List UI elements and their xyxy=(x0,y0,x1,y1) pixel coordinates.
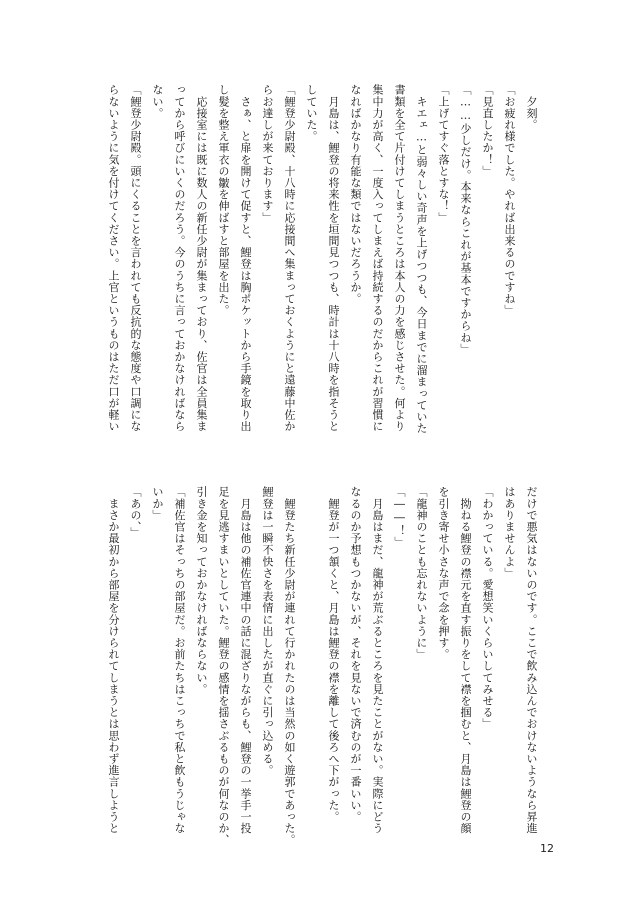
text-column: 足を見逃すまいとしていた。鯉登の感情を揺さぶるものが何なのか、 xyxy=(217,486,230,846)
text-column: 「……少しだけ。本来ならこれが基本ですからね」 xyxy=(459,84,472,355)
text-column: していた。 xyxy=(305,84,318,142)
text-column: まさか最初から部屋を分けられてしまうとは思わず進言しようと xyxy=(107,486,120,834)
text-column: 応接室には既に数人の新任少尉が集まっており、佐官は全員集ま xyxy=(195,84,208,432)
text-column: 月島は、鯉登の将来性を垣間見つつも、時計は十八時を指そうと xyxy=(327,84,340,432)
text-column: 「補佐官はそっちの部屋だ。お前たちはこっちで私と飲もうじゃな xyxy=(173,486,186,834)
text-column: を引き寄せ小さな声で念を押す。 xyxy=(437,486,450,660)
text-column: なればかなり有能な類ではないだろうか。 xyxy=(349,84,362,305)
text-column: 鯉登は一瞬不快さを表情に出したが直ぐに引っ込める。 xyxy=(261,486,274,776)
text-column: 「鯉登少尉殿、十八時に応接間へ集まっておくようにと遠藤中佐か xyxy=(283,84,296,432)
text-column: キエェ…と弱々しい奇声を上げつつも、今日までに溜まっていた xyxy=(415,84,428,434)
upper-text-block xyxy=(102,84,542,454)
text-column: 月島はまだ、龍神が荒ぶるところを見たことがない。実際にどう xyxy=(371,486,384,834)
text-column: ない。 xyxy=(151,84,164,119)
text-column: 鯉登たち新任少尉が連れて行かれたのは当然の如く遊郭であった。 xyxy=(283,486,296,846)
text-column: ってから呼びにいくのだろう。今のうちに言っておかなければなら xyxy=(173,84,186,432)
text-column: さぁ、と扉を開けて促すと、鯉登は胸ポケットから手鏡を取り出 xyxy=(239,84,252,432)
text-column: し髪を整え軍衣の皺を伸ばすと部屋を出た。 xyxy=(217,84,230,316)
text-column: 「あの、」 xyxy=(129,486,142,539)
text-column: だけで悪気はないのです。ここで飲み込んでおけないようなら昇進 xyxy=(525,486,538,834)
text-column: 「お疲れ様でした。やれば出来るのですね」 xyxy=(503,84,516,316)
text-column: 「鯉登少尉殿。頭にくることを言われても反抗的な態度や口調にな xyxy=(129,84,142,432)
text-column: 「上げてすぐ落とすな！」 xyxy=(437,84,450,224)
text-column: 拗ねる鯉登の襟元を直す振りをして襟を掴むと、月島は鯉登の顔 xyxy=(459,486,472,834)
text-column: 鯉登が一つ頷くと、月島は鯉登の襟を離して後ろへ下がった。 xyxy=(327,486,340,823)
text-column xyxy=(300,486,322,856)
text-column: はありませんよ」 xyxy=(503,486,516,579)
text-column: 夕刻。 xyxy=(525,84,538,131)
text-column: 月島は他の補佐官連中の話に混ざりながらも、鯉登の一挙手一投 xyxy=(239,486,252,834)
text-column: 「わかっている。愛想笑いくらいしてみせる」 xyxy=(481,486,494,730)
text-column: らないように気を付けてください。上官というものはただ口が軽い xyxy=(107,84,120,432)
text-column: 「――！」 xyxy=(393,486,406,548)
text-column: 引き金を知っておかなければならない。 xyxy=(195,486,208,695)
text-column: 「見直したか！」 xyxy=(481,84,494,177)
text-column: なるのか予想もつかないが、それを見ないで済むのが一番いい。 xyxy=(349,486,362,823)
text-column: らお達しが来ております」 xyxy=(261,84,274,224)
text-column: 書類を全て片付けてしまうところは本人の力を感じさせた。何より xyxy=(393,84,406,432)
page-number: 12 xyxy=(540,842,554,855)
text-column: 集中力が高く、一度入ってしまえば持続するのだからこれが習慣に xyxy=(371,84,384,432)
text-column: 「龍神のことも忘れないように」 xyxy=(415,486,428,660)
text-column: いか」 xyxy=(151,486,164,521)
lower-text-block xyxy=(102,486,542,856)
